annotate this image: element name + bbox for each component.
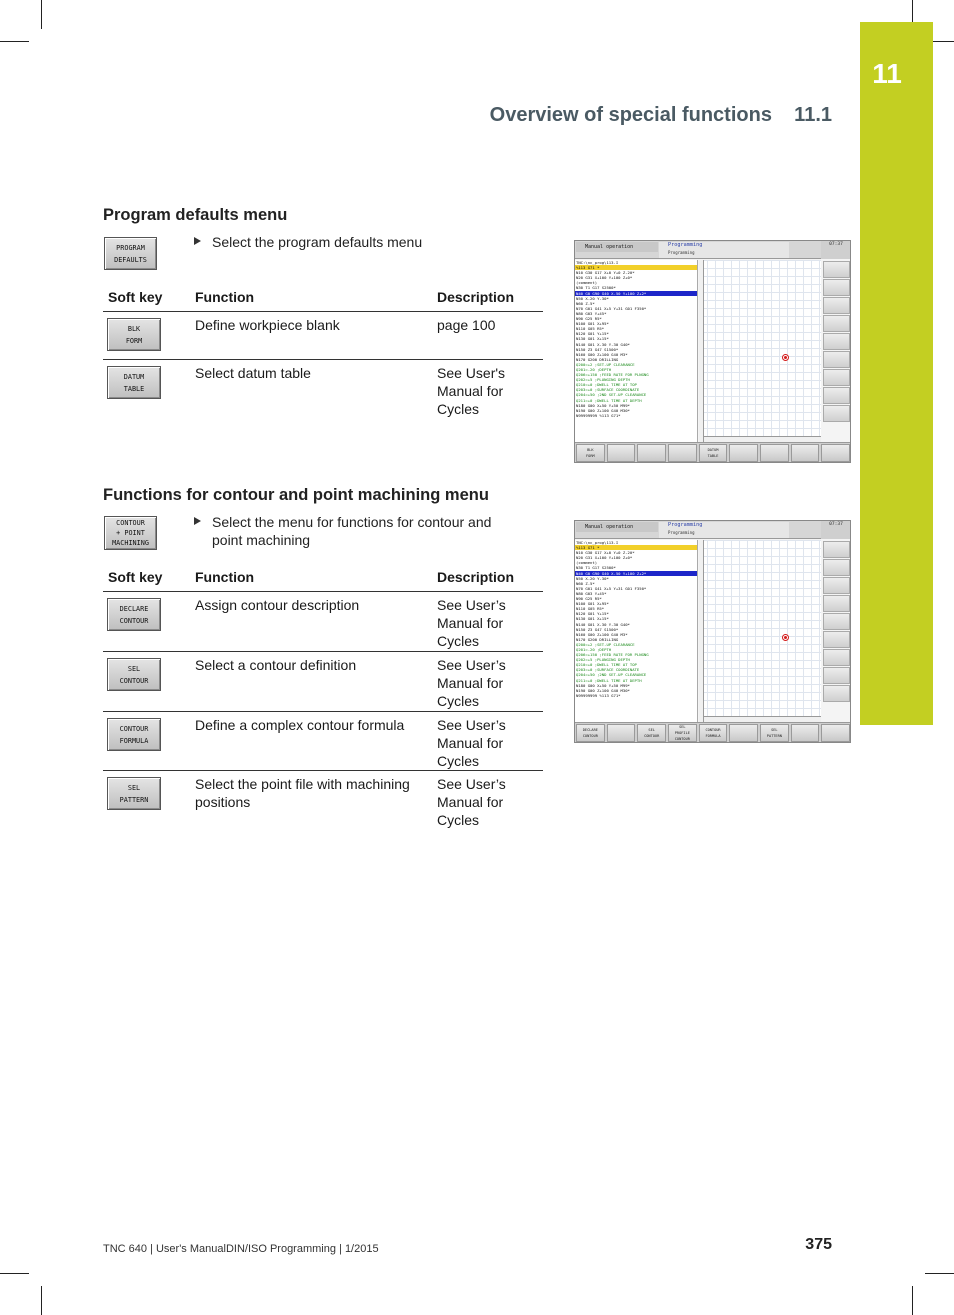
program-path: TNC:\nc_prog\113.I — [576, 540, 619, 545]
declare-contour-softkey[interactable] — [107, 598, 161, 631]
section-title-program-defaults: Program defaults menu — [103, 206, 288, 224]
program-listing — [575, 260, 698, 442]
screen-mode-bar — [575, 521, 821, 539]
code-line: Q201=-20 ;DEPTH — [576, 366, 612, 372]
softkey-line: CONTOUR — [119, 616, 149, 625]
blk-form-softkey[interactable] — [107, 318, 161, 351]
code-lines — [575, 265, 697, 418]
screen-softkey[interactable]: DATUM TABLE — [699, 444, 728, 462]
horizontal-softkeys — [575, 722, 851, 743]
code-line: N70 G01 G41 X+5 Y+31 G01 F350* — [576, 585, 647, 591]
description-text: See User’s Manual for Cycles — [437, 717, 506, 769]
screen-softkey[interactable] — [791, 444, 820, 462]
datum-marker-icon — [782, 634, 789, 641]
code-line: N190 G00 Z+100 G40 M30* — [576, 407, 630, 413]
softkey-line: + POINT — [116, 529, 145, 537]
table-header — [103, 569, 543, 592]
code-line: N120 G01 Y+15* — [576, 611, 609, 617]
side-softkey[interactable] — [823, 595, 850, 612]
code-line: N60 Z-5* — [576, 580, 595, 586]
code-line: N30 T1 G17 S2500* — [576, 285, 616, 291]
instruction-step — [194, 233, 524, 251]
softkey-line: MACHINING — [112, 539, 149, 547]
mode-manual-operation: Manual operation — [576, 242, 658, 252]
horizontal-softkeys — [575, 442, 851, 463]
code-line: Q202=+5 ;PLUNGING DEPTH — [576, 377, 630, 383]
function-text: Define workpiece blank — [195, 317, 340, 333]
side-softkey[interactable] — [823, 631, 850, 648]
col-softkey: Soft key — [108, 569, 163, 585]
table-row — [103, 652, 543, 712]
code-lines — [575, 545, 697, 698]
code-line: N130 G01 X+15* — [576, 616, 609, 622]
section-title-contour-machining: Functions for contour and point machining menu — [103, 486, 489, 504]
sel-contour-softkey[interactable] — [107, 658, 161, 691]
crop-mark — [912, 1286, 913, 1315]
tnc-screenshot-program-defaults — [574, 240, 851, 463]
col-function: Function — [195, 569, 255, 585]
program-listing — [575, 540, 698, 722]
side-softkey[interactable] — [823, 351, 850, 368]
description-text: See User’s Manual for Cycles — [437, 657, 506, 709]
code-line: Q206=+150 ;FEED RATE FOR PLNGNG — [576, 652, 649, 658]
code-line: N190 G00 Z+100 G40 M30* — [576, 687, 630, 693]
code-line: N90 G25 R5* — [576, 316, 602, 322]
code-line: N180 G00 X+50 Y+50 M99* — [576, 682, 630, 688]
code-line: N80 G03 Y+45* — [576, 310, 607, 316]
table-header — [103, 289, 543, 312]
screen-softkey[interactable] — [668, 444, 697, 462]
code-line: (comment) — [576, 280, 598, 286]
code-line: N140 G01 X-30 Y-30 G40* — [576, 341, 630, 347]
code-line: N100 G01 X+95* — [576, 601, 609, 607]
code-line: N40 G0 G90 G40 X-50 Y+100 Z+2* — [575, 291, 697, 296]
softkey-line: DATUM — [123, 372, 145, 381]
code-line: Q211=+0 ;DWELL TIME AT DEPTH — [576, 677, 642, 683]
chapter-tab — [860, 22, 933, 725]
code-line: Q200=+2 ;SET-UP CLEARANCE — [576, 361, 635, 367]
code-line: %113 G71 * — [575, 545, 697, 550]
softkey-line: TABLE — [123, 384, 145, 393]
side-softkey[interactable] — [823, 559, 850, 576]
function-text: Select the point file with machining positions — [195, 776, 410, 810]
screen-softkey[interactable]: CONTOUR FORMULA — [699, 724, 728, 742]
side-softkey[interactable] — [823, 279, 850, 296]
code-line: N50 X-20 Y-30* — [576, 295, 609, 301]
code-line: N150 Z3 G47 S1500* — [576, 626, 619, 632]
datum-table-softkey[interactable] — [107, 366, 161, 399]
datum-marker-icon — [782, 354, 789, 361]
side-softkey[interactable] — [823, 315, 850, 332]
code-line: Q211=+0 ;DWELL TIME AT DEPTH — [576, 397, 642, 403]
code-line: Q201=-20 ;DEPTH — [576, 646, 612, 652]
screen-clock: 07:37 — [821, 241, 851, 259]
function-text: Define a complex contour formula — [195, 717, 405, 733]
code-line: N90 G25 R5* — [576, 596, 602, 602]
description-text: See User's Manual for Cycles — [437, 365, 506, 417]
code-line: Q210=+0 ;DWELL TIME AT TOP — [576, 382, 637, 388]
code-line: N10 G30 G17 X+0 Y+0 Z-20* — [576, 270, 635, 276]
screen-clock: 07:37 — [821, 521, 851, 539]
code-line: N170 G200 DRILLING — [576, 636, 619, 642]
col-function: Function — [195, 289, 255, 305]
side-softkey[interactable] — [823, 613, 850, 630]
table-row — [103, 360, 543, 428]
code-line: N110 G05 R5* — [576, 606, 605, 612]
code-line: Q210=+0 ;DWELL TIME AT TOP — [576, 662, 637, 668]
softkey-line: SEL — [127, 783, 141, 792]
screen-softkey[interactable] — [760, 444, 789, 462]
arrow-right-icon — [194, 517, 201, 525]
crop-mark — [0, 41, 29, 42]
code-line: N170 G200 DRILLING — [576, 356, 619, 362]
table-row — [103, 771, 543, 835]
contour-formula-softkey[interactable] — [107, 718, 161, 751]
side-softkey[interactable] — [823, 369, 850, 386]
code-line: N30 T1 G17 S2500* — [576, 565, 616, 571]
mode-manual-operation: Manual operation — [576, 522, 658, 532]
contour-point-machining-softkey[interactable] — [104, 516, 157, 550]
softkey-line: PATTERN — [119, 795, 149, 804]
mode-programming-label: Programming — [668, 242, 703, 248]
code-line: N160 G00 Z+100 G40 M3* — [576, 351, 628, 357]
screen-softkey[interactable] — [607, 724, 636, 742]
screen-softkey[interactable]: DECLARE CONTOUR — [576, 724, 605, 742]
vertical-ruler — [699, 260, 704, 442]
softkey-line: CONTOUR — [116, 519, 145, 527]
screen-softkey[interactable]: SEL PATTERN — [760, 724, 789, 742]
crop-mark — [912, 0, 913, 22]
side-softkey[interactable] — [823, 261, 850, 278]
sel-pattern-softkey[interactable] — [107, 777, 161, 810]
code-line: Q200=+2 ;SET-UP CLEARANCE — [576, 641, 635, 647]
screen-softkey[interactable] — [607, 444, 636, 462]
description-text: See User’s Manual for Cycles — [437, 597, 506, 649]
chapter-number: 11 — [872, 58, 902, 89]
code-line: Q204=+50 ;2ND SET-UP CLEARANCE — [576, 672, 647, 678]
code-line: N150 Z3 G47 S1500* — [576, 346, 619, 352]
code-line: Q203=+0 ;SURFACE COORDINATE — [576, 667, 640, 673]
graphics-window — [699, 260, 821, 442]
code-line: N60 Z-5* — [576, 300, 595, 306]
softkey-line: BLK — [127, 324, 141, 333]
tnc-screenshot-contour-machining — [574, 520, 851, 743]
table-row — [103, 592, 543, 652]
mode-programming-sub: Programming — [668, 250, 695, 255]
description-text: See User’s Manual for Cycles — [437, 776, 506, 828]
code-line: N130 G01 X+15* — [576, 336, 609, 342]
mode-programming — [659, 242, 789, 258]
code-line: N10 G30 G17 X+0 Y+0 Z-20* — [576, 550, 635, 556]
code-line: N50 X-20 Y-30* — [576, 575, 609, 581]
code-line: N120 G01 Y+15* — [576, 331, 609, 337]
side-softkey[interactable] — [823, 333, 850, 350]
softkey-line: FORMULA — [119, 736, 149, 745]
softkey-line: PROGRAM — [116, 243, 145, 252]
side-softkey[interactable] — [823, 649, 850, 666]
code-line: Q206=+150 ;FEED RATE FOR PLNGNG — [576, 372, 649, 378]
code-line: N20 G31 X+100 Y+100 Z+0* — [576, 275, 633, 281]
footer-manual-title: TNC 640 | User's ManualDIN/ISO Programming | 1/2015 — [103, 1243, 379, 1255]
side-softkey[interactable] — [823, 685, 850, 702]
mode-programming-sub: Programming — [668, 530, 695, 535]
screen-softkey[interactable]: SEL PROFILE CONTOUR — [668, 724, 697, 742]
table-row — [103, 312, 543, 360]
function-text: Select datum table — [195, 365, 311, 381]
code-line: %113 G71 * — [575, 265, 697, 270]
description-text: page 100 — [437, 317, 496, 333]
code-line: N99999999 %113 G71* — [576, 692, 621, 698]
screen-softkey[interactable] — [821, 724, 850, 742]
crop-mark — [41, 1286, 42, 1315]
side-softkey[interactable] — [823, 387, 850, 404]
softkey-line: DEFAULTS — [114, 255, 147, 264]
crop-mark — [41, 0, 42, 29]
softkey-line: CONTOUR — [119, 724, 149, 733]
screen-softkey[interactable]: SEL CONTOUR — [637, 724, 666, 742]
code-line: N110 G05 R5* — [576, 326, 605, 332]
crop-mark — [925, 1273, 954, 1274]
code-line: Q203=+0 ;SURFACE COORDINATE — [576, 387, 640, 393]
code-line: (comment) — [576, 560, 598, 566]
softkey-line: DECLARE — [119, 604, 149, 613]
crop-mark — [0, 1273, 29, 1274]
code-line: N160 G00 Z+100 G40 M3* — [576, 631, 628, 637]
side-softkey[interactable] — [823, 297, 850, 314]
code-line: Q204=+50 ;2ND SET-UP CLEARANCE — [576, 392, 647, 398]
screen-mode-bar — [575, 241, 821, 259]
mode-programming — [659, 522, 789, 538]
side-softkey[interactable] — [823, 667, 850, 684]
instruction-step — [194, 513, 524, 549]
code-line: N180 G00 X+50 Y+50 M99* — [576, 402, 630, 408]
code-line: Q202=+5 ;PLUNGING DEPTH — [576, 657, 630, 663]
page-number: 375 — [805, 1236, 832, 1253]
vertical-softkeys — [821, 260, 851, 442]
col-softkey: Soft key — [108, 289, 163, 305]
screen-softkey[interactable] — [729, 444, 758, 462]
softkey-line: SEL — [127, 664, 141, 673]
screen-softkey[interactable] — [821, 444, 850, 462]
code-line: N100 G01 X+95* — [576, 321, 609, 327]
code-line: N140 G01 X-30 Y-30 G40* — [576, 621, 630, 627]
instruction-text: Select the menu for functions for contour and point machining — [212, 514, 492, 548]
code-line: N70 G01 G41 X+5 Y+31 G01 F350* — [576, 305, 647, 311]
screen-softkey[interactable]: BLK FORM — [576, 444, 605, 462]
side-softkey[interactable] — [823, 577, 850, 594]
mode-programming-label: Programming — [668, 522, 703, 528]
function-text: Select a contour definition — [195, 657, 357, 673]
softkey-line: FORM — [125, 336, 143, 345]
graphics-window — [699, 540, 821, 722]
screen-softkey[interactable] — [791, 724, 820, 742]
program-path: TNC:\nc_prog\113.I — [576, 260, 619, 265]
function-text: Assign contour description — [195, 597, 360, 613]
table-row — [103, 712, 543, 771]
screen-softkey[interactable] — [637, 444, 666, 462]
program-defaults-softkey[interactable] — [104, 237, 157, 270]
screen-softkey[interactable] — [729, 724, 758, 742]
instruction-text: Select the program defaults menu — [212, 234, 423, 250]
vertical-softkeys — [821, 540, 851, 722]
code-line: N20 G31 X+100 Y+100 Z+0* — [576, 555, 633, 561]
code-line: N40 G0 G90 G40 X-50 Y+100 Z+2* — [575, 571, 697, 576]
softkey-line: CONTOUR — [119, 676, 149, 685]
side-softkey[interactable] — [823, 405, 850, 422]
side-softkey[interactable] — [823, 541, 850, 558]
code-line: N80 G03 Y+45* — [576, 590, 607, 596]
code-line: N99999999 %113 G71* — [576, 412, 621, 418]
running-head: Overview of special functions 11.1 — [489, 104, 832, 126]
vertical-ruler — [699, 540, 704, 722]
arrow-right-icon — [194, 237, 201, 245]
col-description: Description — [437, 289, 515, 305]
col-description: Description — [437, 569, 515, 585]
